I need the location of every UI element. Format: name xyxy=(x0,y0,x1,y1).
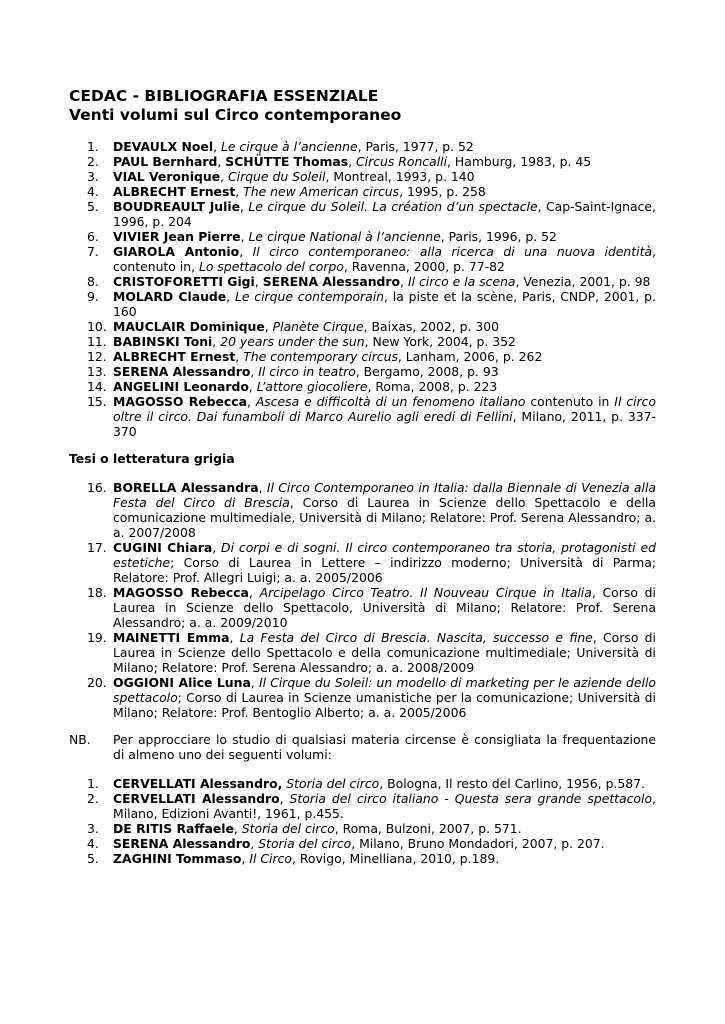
item-number: 2. xyxy=(87,154,99,169)
item-number: 6. xyxy=(87,229,99,244)
item-author: SERENA Alessandro xyxy=(113,836,251,851)
item-number: 18. xyxy=(87,585,107,600)
item-work-title: Storia del circo xyxy=(258,836,352,851)
item-author: GIAROLA Antonio xyxy=(113,244,240,259)
item-separator: , xyxy=(258,480,267,495)
item-number: 12. xyxy=(87,349,107,364)
list-item xyxy=(0,836,656,851)
item-number: 7. xyxy=(87,244,99,259)
item-details: , Hamburg, 1983, p. 45 xyxy=(447,154,592,169)
item-work-title: L’attore giocoliere xyxy=(256,379,368,394)
item-number: 11. xyxy=(87,334,107,349)
item-number: 5. xyxy=(87,851,99,866)
item-number: 13. xyxy=(87,364,107,379)
item-author: CRISTOFORETTI Gigi xyxy=(113,274,255,289)
list-item xyxy=(0,349,656,364)
item-details: , Cap-Saint-Ignace, 1996, p. 204 xyxy=(113,199,656,229)
item-work-title: Le cirque contemporain xyxy=(234,289,385,304)
item-author: ZAGHINI Tommaso xyxy=(113,851,242,866)
list-item xyxy=(0,139,656,154)
item-work-title: Cirque du Soleil xyxy=(228,169,326,184)
item-author: MAGOSSO Rebecca xyxy=(113,585,249,600)
document-subtitle: Venti volumi sul Circo contemporaneo xyxy=(69,106,402,124)
item-author: BOUDREAULT Julie xyxy=(113,199,241,214)
item-separator: , xyxy=(212,540,222,555)
item-separator: , xyxy=(279,791,290,806)
item-author: MAGOSSO Rebecca xyxy=(113,394,247,409)
item-work-title: Il circo oltre il circo. Dai funamboli di Marco Aurelio agli eredi di Fellini xyxy=(113,394,657,424)
item-author: OGGIONI Alice Luna xyxy=(113,675,251,690)
item-author: MOLARD Claude xyxy=(113,289,227,304)
list-item xyxy=(0,199,656,229)
item-author: PAUL Bernhard xyxy=(113,154,218,169)
item-number: 9. xyxy=(87,289,99,304)
item-author: BABINSKI Toni xyxy=(113,334,213,349)
document-title: CEDAC - BIBLIOGRAFIA ESSENZIALE xyxy=(69,87,379,105)
item-coauthor: SCHÜTTE Thomas xyxy=(225,154,349,169)
item-separator: , xyxy=(220,169,228,184)
list-item xyxy=(0,821,656,836)
item-separator: , xyxy=(248,585,260,600)
list-item xyxy=(0,229,656,244)
item-number: 1. xyxy=(87,776,99,791)
list-item xyxy=(0,851,656,866)
item-details: , Milano, 2011, p. 337-370 xyxy=(113,409,656,439)
item-separator: , xyxy=(235,349,244,364)
item-separator: , xyxy=(239,244,253,259)
recommended-volumes-list xyxy=(0,776,725,866)
item-separator: , xyxy=(213,139,221,154)
item-author: ANGELINI Leonardo xyxy=(113,379,249,394)
item-details: , Bologna, Il resto del Carlino, 1956, p.587. xyxy=(379,776,645,791)
item-details: ; Corso di Laurea in Scienze umanistiche per la comunicazione; Università di Milano; Relatore: Prof. Bentoglio Alberto; a. a. 2005/2006 xyxy=(113,690,656,720)
item-number: 15. xyxy=(87,394,107,409)
item-details: , Baixas, 2002, p. 300 xyxy=(363,319,500,334)
item-author: CUGINI Chiara xyxy=(113,540,213,555)
item-author: SERENA Alessandro xyxy=(113,364,251,379)
item-details: , Bergamo, 2008, p. 93 xyxy=(355,364,499,379)
item-details: , Paris, 1977, p. 52 xyxy=(357,139,474,154)
item-work-title: Storia del circo xyxy=(241,821,335,836)
item-work-title: Il Circo Contemporaneo in Italia: dalla Biennale di Venezia alla Festa del Circo di Brescia xyxy=(113,480,656,510)
item-separator: , xyxy=(217,154,226,169)
thesis-bibliography-list xyxy=(0,480,725,720)
item-separator: , xyxy=(241,851,250,866)
item-work-title: Il circo e la scena xyxy=(407,274,516,289)
item-details: , Paris, 1996, p. 52 xyxy=(440,229,557,244)
item-author: CERVELLATI Alessandro xyxy=(113,791,280,806)
item-details: ; Corso di Laurea in Lettere – indirizzo moderno; Università di Parma; Relatore: Prof. Allegri Luigi; a. a. 2005/2006 xyxy=(113,555,656,585)
item-details: , Lanham, 2006, p. 262 xyxy=(397,349,543,364)
item-work-title: Il circo in teatro xyxy=(258,364,356,379)
item-details: , Rovigo, Minelliana, 2010, p.189. xyxy=(291,851,500,866)
item-work-title: Storia del circo xyxy=(286,776,380,791)
item-author: MAUCLAIR Dominique xyxy=(113,319,265,334)
section-heading: Tesi o letteratura grigia xyxy=(69,451,235,466)
item-work-title: Ascesa e difficoltà di un fenomeno italiano xyxy=(255,394,526,409)
item-details: , 1995, p. 258 xyxy=(399,184,486,199)
item-coauthor: SERENA Alessandro xyxy=(262,274,401,289)
list-item xyxy=(0,776,656,791)
item-work-title: Le cirque du Soleil. La création d’un spectacle xyxy=(248,199,538,214)
item-details: , Roma, 2008, p. 223 xyxy=(367,379,498,394)
main-bibliography-list xyxy=(0,139,725,439)
item-separator: , xyxy=(212,334,221,349)
item-work-title: Il Circo xyxy=(249,851,292,866)
item-details: , Corso di Laurea in Scienze dello Spettacolo e della comunicazione multimediale; Università di Milano; Relatore: Prof. Serena Alessandro; a. a. 2008/2009 xyxy=(113,630,656,675)
list-item xyxy=(0,379,656,394)
item-details: , Roma, Bulzoni, 2007, p. 571. xyxy=(334,821,522,836)
item-work-title: Lo spettacolo del corpo xyxy=(198,259,344,274)
item-separator: , xyxy=(233,821,242,836)
list-item xyxy=(0,334,656,349)
item-number: 1. xyxy=(87,139,99,154)
item-work-title: Circus Roncalli xyxy=(356,154,448,169)
list-item xyxy=(0,184,656,199)
item-number: 4. xyxy=(87,836,99,851)
item-details: , Milano, Bruno Mondadori, 2007, p. 207. xyxy=(351,836,605,851)
list-item xyxy=(0,394,656,439)
item-work-title: Arcipelago Circo Teatro. Il Nouveau Cirque in Italia xyxy=(259,585,592,600)
item-work-title: Le cirque à l’ancienne xyxy=(220,139,358,154)
list-item xyxy=(0,585,656,630)
item-work-title: 20 years under the sun xyxy=(220,334,365,349)
item-details: , New York, 2004, p. 352 xyxy=(364,334,516,349)
list-item xyxy=(0,289,656,319)
item-details: , Corso di Laurea in Scienze dello Spettacolo e della comunicazione multimediale, Università di Milano; Relatore: Prof. Serena Alessandro; a. a. 2007/2008 xyxy=(113,495,656,540)
list-item xyxy=(0,675,656,720)
item-number: 16. xyxy=(87,480,107,495)
item-work-title: Il Cirque du Soleil: un modello di marketing per le aziende dello spettacolo xyxy=(113,675,656,705)
item-separator: , xyxy=(250,364,259,379)
item-details: , contenuto in, xyxy=(113,244,656,274)
item-number: 2. xyxy=(87,791,99,806)
item-work-title: Il circo contemporaneo: alla ricerca di una nuova identità xyxy=(252,244,653,259)
item-author: ALBRECHT Ernest xyxy=(113,184,236,199)
item-number: 4. xyxy=(87,184,99,199)
item-work-title: The new American circus xyxy=(243,184,400,199)
item-separator: , xyxy=(250,836,259,851)
item-number: 20. xyxy=(87,675,107,690)
item-details: , Ravenna, 2000, p. 77-82 xyxy=(343,259,505,274)
item-number: 3. xyxy=(87,821,99,836)
item-separator: , xyxy=(246,394,256,409)
item-author: CERVELLATI Alessandro, xyxy=(113,776,283,791)
item-separator: , xyxy=(348,154,357,169)
list-item xyxy=(0,364,656,379)
item-author: DEVAULX Noel xyxy=(113,139,214,154)
item-number: 19. xyxy=(87,630,107,645)
item-author: ALBRECHT Ernest xyxy=(113,349,236,364)
item-separator: , xyxy=(226,289,235,304)
nb-note xyxy=(69,732,656,762)
item-work-title: Planète Cirque xyxy=(272,319,364,334)
item-work-title: The contemporary circus xyxy=(243,349,398,364)
nb-text: Per approcciare lo studio di qualsiasi materia circense è consigliata la frequentazione di almeno uno dei seguenti volumi: xyxy=(113,732,656,762)
list-item xyxy=(0,630,656,675)
item-separator: , xyxy=(248,379,257,394)
item-author: VIAL Veronique xyxy=(113,169,221,184)
item-separator: , xyxy=(250,675,259,690)
item-separator: , xyxy=(400,274,408,289)
item-number: 5. xyxy=(87,199,99,214)
item-details: , Montreal, 1993, p. 140 xyxy=(325,169,475,184)
list-item xyxy=(0,480,656,540)
list-item xyxy=(0,169,656,184)
item-separator: , xyxy=(240,199,249,214)
item-author: VIVIER Jean Pierre xyxy=(113,229,241,244)
item-work-title: La Festa del Circo di Brescia. Nascita, successo e fine xyxy=(239,630,593,645)
nb-label: NB. xyxy=(69,732,91,747)
list-item xyxy=(0,274,656,289)
item-number: 3. xyxy=(87,169,99,184)
list-item xyxy=(0,791,656,821)
list-item xyxy=(0,319,656,334)
item-author: DE RITIS Raffaele xyxy=(113,821,234,836)
list-item xyxy=(0,244,656,274)
item-separator: , xyxy=(264,319,273,334)
item-number: 17. xyxy=(87,540,107,555)
item-number: 8. xyxy=(87,274,99,289)
item-work-title: Di corpi e di sogni. Il circo contemporaneo tra storia, protagonisti ed estetiche xyxy=(113,540,656,570)
item-number: 14. xyxy=(87,379,107,394)
list-item xyxy=(0,540,656,585)
item-separator: , xyxy=(254,274,263,289)
item-details: , Milano, Edizioni Avanti!, 1961, p.455. xyxy=(113,791,656,821)
list-item xyxy=(0,154,656,169)
item-separator: , xyxy=(240,229,249,244)
item-number: 10. xyxy=(87,319,107,334)
item-details: contenuto in xyxy=(525,394,615,409)
item-details: , Venezia, 2001, p. 98 xyxy=(515,274,651,289)
item-separator: , xyxy=(229,630,240,645)
item-work-title: Storia del circo italiano - Questa sera grande spettacolo xyxy=(289,791,653,806)
item-details: , Corso di Laurea in Scienze dello Spettacolo, Università di Milano; Relatore: Prof. Serena Alessandro; a. a. 2009/2010 xyxy=(113,585,656,630)
item-separator: , xyxy=(235,184,244,199)
item-work-title: Le cirque National à l’ancienne xyxy=(248,229,441,244)
item-details: , la piste et la scène, Paris, CNDP, 2001, p. 160 xyxy=(113,289,656,319)
item-author: MAINETTI Emma xyxy=(113,630,230,645)
item-author: BORELLA Alessandra xyxy=(113,480,259,495)
